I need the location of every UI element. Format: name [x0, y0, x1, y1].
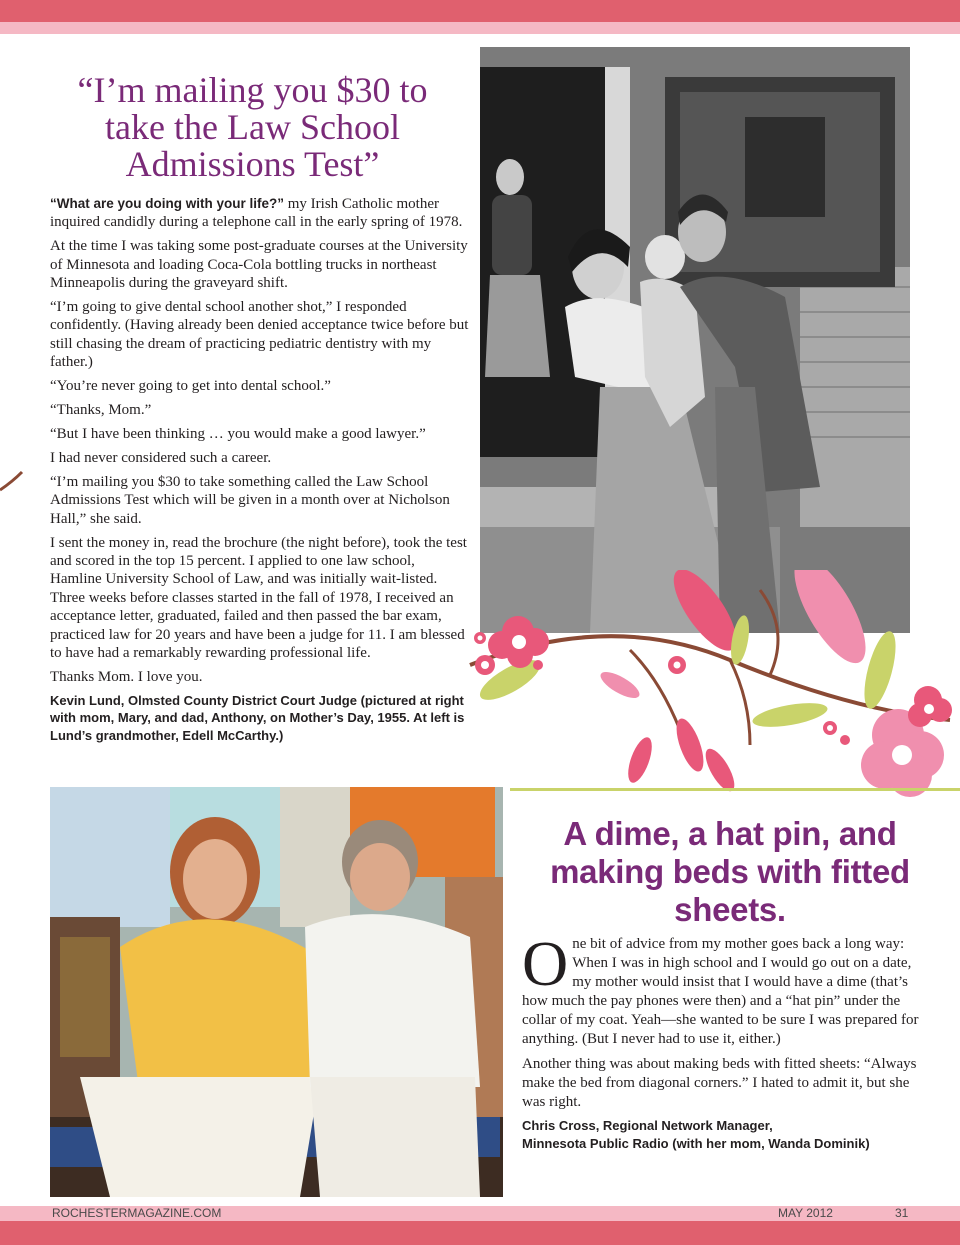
footer-site: ROCHESTERMAGAZINE.COM: [52, 1206, 222, 1220]
story1-paragraph: Thanks Mom. I love you.: [50, 668, 203, 685]
bottom-band: [0, 1221, 960, 1245]
story1-lead-paragraph: [50, 195, 470, 232]
top-band: [0, 0, 960, 22]
story1-lead-bold: “What are you doing with your life?”: [50, 196, 285, 211]
floral-decoration: [430, 570, 960, 800]
family-photo-1955: [480, 47, 910, 633]
story1-paragraph: At the time I was taking some post-graduate courses at the University of Minnesota and loading Coca-Cola bottling trucks in northeast Minneapolis during the graveyard shift.: [50, 238, 468, 292]
footer-issue: MAY 2012: [778, 1206, 833, 1220]
story2-headline: A dime, a hat pin, and making beds with fitted sheets.: [550, 815, 910, 928]
family-photo-illustration: [480, 47, 910, 633]
story1-paragraph: “But I have been thinking … you would make a good lawyer.”: [50, 425, 426, 442]
story2-byline: [522, 1117, 927, 1152]
story2-dropcap: O: [522, 928, 569, 999]
story2-paragraph: Another thing was about making beds with fitted sheets: “Always make the bed from diagonal corners.” I hated to admit it, but she was right.: [522, 1055, 917, 1110]
page-number: 31: [895, 1206, 909, 1220]
story1-lead-rest: my Irish Catholic mother inquired candidly during a telephone call in the early spring of 1978.: [50, 196, 463, 231]
story1-paragraph: “I’m mailing you $30 to take something called the Law School Admissions Test which will be given in a month over at Nicholson Hall,” she said.: [50, 473, 450, 527]
story1-paragraph: I sent the money in, read the brochure (the night before), took the test and scored in the top 15 percent. I applied to one law school, Hamline University School of Law, and was initially wait-listed. Three weeks before classes started in the fall of 1978, I received an acceptance letter, graduated, failed and then passed the bar exam, practiced law for 20 years and have been a judge for 11. I am blessed to have had a remarkably rewarding professional life.: [50, 534, 467, 661]
story1-paragraph: “I’m going to give dental school another shot,” I responded confidently. (Having already been denied acceptance twice before but still chasing the dream of practicing pediatric dentistry with my father.): [50, 299, 469, 371]
story1-paragraph: I had never considered such a career.: [50, 449, 272, 466]
story2-paragraph: [522, 928, 927, 1049]
story1-byline: Kevin Lund, Olmsted County District Court Judge (pictured at right with mom, Mary, and dad, Anthony, on Mother’s Day, 1955. At left is Lund’s grandmother, Edell McCarthy.): [50, 692, 465, 743]
story2-byline-line1: Chris Cross, Regional Network Manager,: [522, 1118, 773, 1133]
section-divider: [510, 788, 960, 791]
branch-fragment-decoration: [0, 470, 30, 500]
story2-body: [522, 928, 927, 1158]
mother-daughter-photo-illustration: [50, 787, 503, 1197]
story2-byline-line2: Minnesota Public Radio (with her mom, Wanda Dominik): [522, 1135, 870, 1151]
story2-para1-text: ne bit of advice from my mother goes back a long way: When I was in high school and I would go out on a date, my mother would insist that I would have a dime (that’s how much the pay phones were then) and a “hat pin” under the collar of my coat. Yeah—she wanted to be sure I was prepared for anything. (But I never had to use it, either.): [522, 936, 919, 1047]
story1-body: [50, 195, 470, 750]
mother-daughter-photo: [50, 787, 503, 1197]
top-band-accent: [0, 22, 960, 34]
story1-paragraph: “You’re never going to get into dental school.”: [50, 378, 331, 395]
story1-headline: “I’m mailing you $30 to take the Law School Admissions Test”: [77, 70, 428, 184]
story1-paragraph: “Thanks, Mom.”: [50, 402, 152, 419]
